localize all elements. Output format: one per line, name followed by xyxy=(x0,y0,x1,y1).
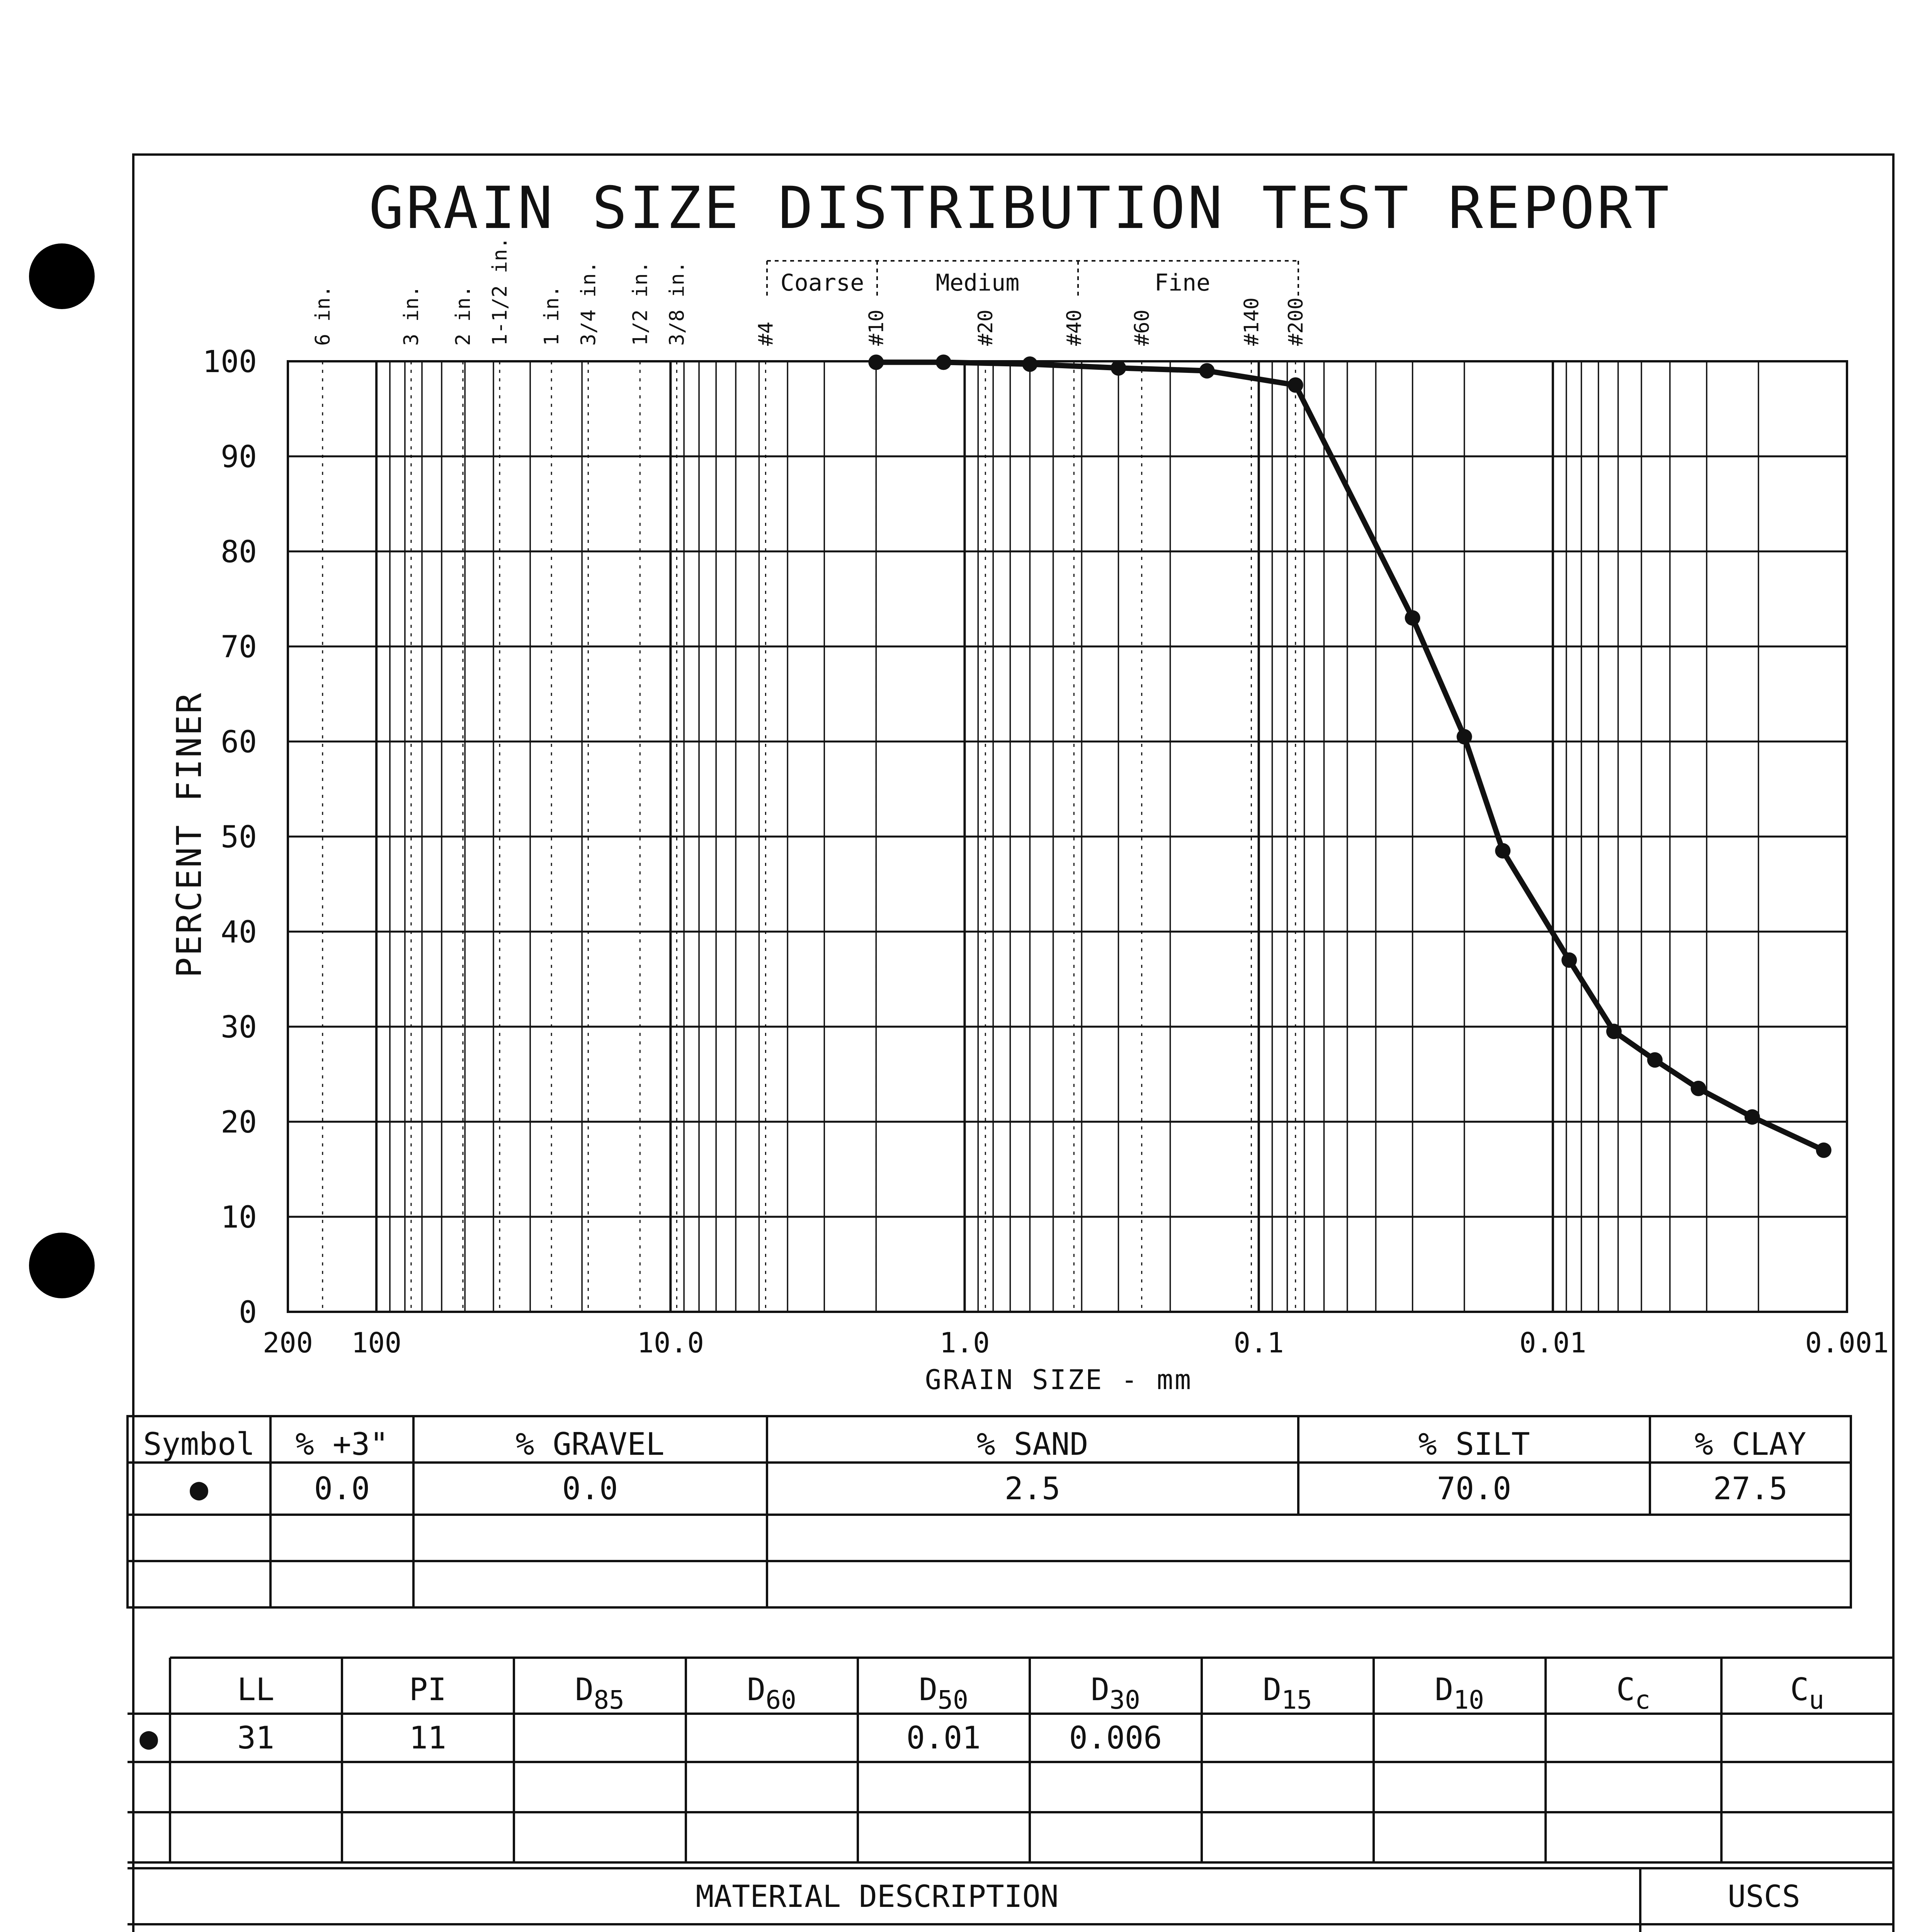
limits-header-d30: $D_{30}$ xyxy=(1091,1672,1140,1715)
limits-symbol: ● xyxy=(139,1720,158,1756)
summary-symbol: ● xyxy=(189,1471,209,1507)
data-point xyxy=(1647,1052,1663,1068)
sieve-label: 3 in. xyxy=(400,285,423,346)
material-header: MATERIAL DESCRIPTION xyxy=(696,1879,1059,1914)
sieve-label: #60 xyxy=(1130,310,1154,346)
x-tick-label: 0.1 xyxy=(1233,1327,1284,1359)
summary-header-silt: % SILT xyxy=(1418,1426,1530,1462)
sieve-label: #10 xyxy=(865,310,888,346)
y-tick-label: 60 xyxy=(221,725,257,760)
summary-sand: 2.5 xyxy=(1004,1471,1061,1507)
summary-header-plus3: % +3" xyxy=(295,1426,389,1462)
sieve-label: #40 xyxy=(1063,310,1086,346)
data-point xyxy=(1495,843,1510,859)
sieve-label: 2 in. xyxy=(452,285,475,346)
y-axis-label: PERCENT FINER xyxy=(169,691,209,978)
limits-pi-value: 11 xyxy=(409,1720,447,1756)
summary-plus3: 0.0 xyxy=(314,1471,370,1507)
y-tick-label: 0 xyxy=(239,1295,257,1330)
data-point xyxy=(1111,360,1126,376)
sieve-label: 1 in. xyxy=(540,285,564,346)
sieve-label: 3/8 in. xyxy=(665,261,689,346)
data-point xyxy=(1288,378,1303,393)
data-point xyxy=(1816,1143,1832,1158)
summary-header-sand: % SAND xyxy=(976,1426,1088,1462)
data-point xyxy=(1022,356,1037,372)
sand-class-medium: Medium xyxy=(935,269,1020,296)
report-title: GRAIN SIZE DISTRIBUTION TEST REPORT xyxy=(369,175,1672,242)
y-tick-labels xyxy=(202,345,257,1330)
x-tick-label: 10.0 xyxy=(637,1327,704,1359)
sieve-label: #140 xyxy=(1240,297,1264,346)
limits-d30-value: 0.006 xyxy=(1069,1720,1162,1756)
y-tick-label: 80 xyxy=(221,535,257,570)
limits-header-d10: $D_{10}$ xyxy=(1435,1672,1484,1715)
x-axis-label: GRAIN SIZE - mm xyxy=(925,1364,1193,1396)
horizontal-grid xyxy=(288,456,1847,1217)
limits-header-d85: $D_{85}$ xyxy=(575,1672,624,1715)
data-point xyxy=(936,354,951,370)
x-tick-label: 100 xyxy=(351,1327,402,1359)
summary-gravel: 0.0 xyxy=(562,1471,618,1507)
y-tick-label: 100 xyxy=(202,345,257,379)
sieve-label: 3/4 in. xyxy=(577,261,600,346)
sieve-label: 6 in. xyxy=(311,285,335,346)
y-tick-label: 10 xyxy=(221,1200,257,1235)
sieve-label: 1/2 in. xyxy=(629,261,652,346)
data-point xyxy=(1457,729,1472,745)
limits-header-pi: PI xyxy=(409,1672,447,1708)
sieve-label: #200 xyxy=(1284,297,1308,346)
data-point xyxy=(868,354,884,370)
x-tick-label: 0.01 xyxy=(1519,1327,1587,1359)
limits-header-cc: $C_c$ xyxy=(1616,1672,1650,1715)
limits-d50-value: 0.01 xyxy=(906,1720,981,1756)
x-tick-label: 200 xyxy=(262,1327,313,1359)
limits-header-d15: $D_{15}$ xyxy=(1263,1672,1312,1715)
y-tick-label: 20 xyxy=(221,1105,257,1140)
sand-class-coarse: Coarse xyxy=(780,269,864,296)
data-point xyxy=(1561,952,1577,968)
gradation-curve xyxy=(876,362,1823,1150)
summary-silt: 70.0 xyxy=(1437,1471,1512,1507)
summary-clay: 27.5 xyxy=(1713,1471,1788,1507)
grain-size-chart xyxy=(169,237,1889,1396)
x-tick-label: 1.0 xyxy=(939,1327,990,1359)
summary-header-gravel: % GRAVEL xyxy=(515,1426,665,1462)
data-point xyxy=(1606,1024,1622,1039)
sieve-label: #20 xyxy=(974,310,998,346)
limits-header-cu: $C_u$ xyxy=(1790,1672,1824,1715)
y-tick-label: 30 xyxy=(221,1010,257,1045)
y-tick-label: 50 xyxy=(221,820,257,855)
x-tick-labels xyxy=(263,1327,1889,1359)
data-point xyxy=(1405,610,1420,626)
y-tick-label: 70 xyxy=(221,630,257,665)
summary-header-clay: % CLAY xyxy=(1694,1426,1806,1462)
x-tick-label: 0.001 xyxy=(1805,1327,1889,1359)
uscs-header: USCS xyxy=(1728,1879,1800,1914)
summary-header-symbol: Symbol xyxy=(143,1426,255,1462)
data-point xyxy=(1690,1081,1706,1096)
sieve-label: 1-1/2 in. xyxy=(488,237,512,346)
limits-header-d60: $D_{60}$ xyxy=(747,1672,796,1715)
y-tick-label: 90 xyxy=(221,440,257,474)
limits-header-d50: $D_{50}$ xyxy=(919,1672,968,1715)
limits-ll-value: 31 xyxy=(237,1720,275,1756)
y-tick-label: 40 xyxy=(221,915,257,950)
limits-header-ll: LL xyxy=(237,1672,275,1708)
sieve-label: #4 xyxy=(754,321,778,346)
data-points xyxy=(868,354,1831,1158)
sand-class-fine: Fine xyxy=(1154,269,1211,296)
data-point xyxy=(1199,363,1215,379)
data-point xyxy=(1745,1109,1760,1125)
